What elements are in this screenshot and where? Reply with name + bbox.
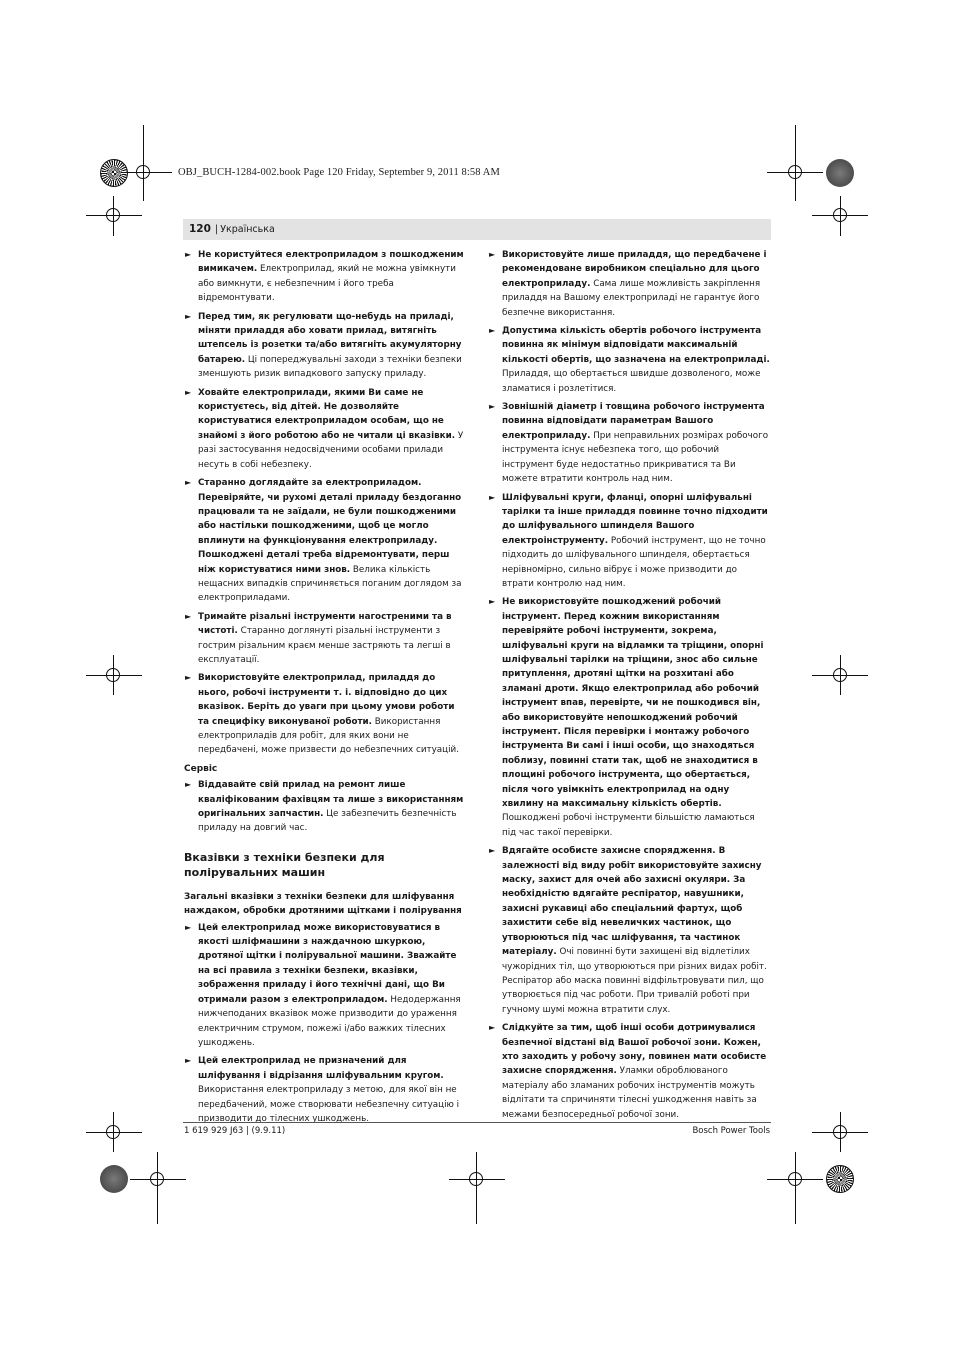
list-item: ► Не використовуйте пошкоджений робочий інструмент. Перед кожним використанням перевіряйте робочі інструменти, зокрема, шліфувальні круги на відламки та тріщини, опорні шліфувальні тарілки на тріщини, знос або сильне притуплення, дротяні щітки на розхитані або зламані дроти. Якщо електроприлад або робочий інструмент впав, перевірте, чи не пошкодився він, або використовуйте непошкоджений робочий інструмент. Після перевірки і монтажу робочого інструмента Ви самі і інші особи, що знаходяться поблизу, повинні стати так, щоб не знаходитися в площині робочого інструмента, що обертається, після чого увімкніть електроприлад на одну хвилину на максимальну кількість обертів. Пошкоджені робочі інструменти більшістю ламаються під час такої перевірки.: [489, 597, 764, 838]
list-item: ► Використовуйте електроприлад, приладдя до нього, робочі інструменти т. і. відповідно до цих вказівок. Беріть до уваги при цьому умови роботи та специфіку виконуваної роботи. Використання електроприладів для робіт, для яких вони не передбачені, може призвести до небезпечних ситуацій.: [185, 673, 460, 756]
list-item: ► Цей електроприлад може використовуватися в якості шліфмашини з наждачною шкуркою, дротяної щітки і полірувальної машини. Зважайте на всі правила з техніки безпеки, вказівки, зображення приладу і його технічні дані, що Ви отримали разом з електроприладом. Недодержання нижчеподаних вказівок може призводити до ураження електричним струмом, пожежі і/або важких тілесних ушкоджень.: [185, 922, 461, 1048]
bullet-arrow-icon: ►: [185, 250, 192, 259]
service-heading: Сервіс: [184, 763, 218, 774]
list-item: ► Перед тим, як регулювати що-небудь на приладі, міняти приладдя або ховати прилад, витягніть штепсель із розетки та/або витягніть акумуляторну батарею. Ці попереджувальні заходи з техніки безпеки зменшують ризик випадкового запуску приладу.: [185, 311, 462, 380]
section-title: Вказівки з техніки безпеки для полірувальних машин: [184, 850, 385, 879]
page-header: [183, 219, 771, 240]
list-item: ► Допустима кількість обертів робочого інструмента повинна як мінімум відповідати максимальній кількості обертів, що зазначена на електроприладі. Приладдя, що обертається швидше дозволеного, може зламатися і розлетітися.: [489, 326, 770, 394]
bullet-arrow-icon: ►: [489, 250, 496, 259]
bullet-arrow-icon: ►: [185, 478, 192, 488]
list-item: ► Цей електроприлад не призначений для шліфування і відрізання шліфувальним кругом. Використання електроприладу з метою, для якої він не передбачений, може створювати небезпечну ситуацію і призводити до тілесних ушкоджень.: [185, 1056, 460, 1124]
bullet-arrow-icon: ►: [185, 1056, 192, 1066]
list-item: ► Використовуйте лише приладдя, що передбачене і рекомендоване виробником спеціально для цього електроприладу. Сама лише можливість закріплення приладдя на Вашому електроприладі не гарантує його безпечне використання.: [489, 250, 767, 318]
color-target-star-top-left: [100, 159, 128, 187]
bullet-arrow-icon: ►: [489, 402, 496, 412]
footer-doc-number: 1 619 929 J63 | (9.9.11): [184, 1126, 286, 1136]
left-column: [184, 248, 466, 1130]
page-number: 120: [189, 223, 211, 235]
list-item: ► Старанно доглядайте за електроприладом. Перевіряйте, чи рухомі деталі приладу бездоганно працювали та не заїдали, не були пошкодженими або настільки пошкодженими, щоб це могло вплинути на функціонування електроприладу. Пошкоджені деталі треба відремонтувати, перш ніж користуватися ними знов. Велика кількість нещасних випадків спричиняється поганим доглядом за електроприладами.: [185, 478, 462, 604]
color-target-dark-bottom-left: [100, 1165, 128, 1193]
page-language: | Українська: [215, 224, 275, 235]
list-item: ► Шліфувальні круги, фланці, опорні шліфувальні тарілки та інше приладдя повинне точно підходити до шліфувального шпинделя Вашого електроінструменту. Робочий інструмент, що не точно підходить до шліфувального шпинделя, обертається нерівномірно, сильно вібрує і може призводити до втрати контролю над ним.: [489, 492, 768, 589]
bullet-arrow-icon: ►: [185, 387, 192, 397]
bullet-arrow-icon: ►: [489, 846, 496, 856]
bullet-arrow-icon: ►: [489, 326, 496, 336]
list-item: ► Не користуйтеся електроприладом з пошкодженим вимикачем. Електроприлад, який не можна увімкнути або вимкнути, є небезпечним і його треба відремонтувати.: [185, 250, 464, 304]
bullet-arrow-icon: ►: [185, 311, 192, 321]
bullet-arrow-icon: ►: [489, 597, 496, 607]
bullet-arrow-icon: ►: [185, 673, 192, 683]
color-target-dark-top-right: [826, 159, 854, 187]
print-header: OBJ_BUCH-1284-002.book Page 120 Friday, September 9, 2011 8:58 AM: [178, 167, 500, 178]
color-target-star-bottom-right: [826, 1165, 854, 1193]
list-item: ► Ховайте електроприлади, якими Ви саме не користуєтесь, від дітей. Не дозволяйте користуватися електроприладом особам, що не знайомі з його роботою або не читали ці вказівки. У разі застосування недосвідченими особами прилади несуть в собі небезпеку.: [185, 387, 464, 470]
right-column: [488, 248, 770, 1126]
bullet-arrow-icon: ►: [185, 611, 192, 621]
bullet-arrow-icon: ►: [489, 1023, 496, 1033]
list-item: ► Тримайте різальні інструменти нагостреними та в чистоті. Старанно доглянуті різальні інструменти з гострим різальним краєм менше застряють та легші в експлуатації.: [185, 611, 452, 665]
footer-divider: [183, 1122, 771, 1123]
footer-brand: Bosch Power Tools: [692, 1126, 770, 1136]
list-item: ► Слідкуйте за тим, щоб інші особи дотримувалися безпечної відстані від Вашої робочої зони. Кожен, хто заходить у робочу зону, повинен мати особисте захисне спорядження. Уламки оброблюваного матеріалу або зламаних робочих інструментів можуть відлітати та спричиняти тілесні ушкодження навіть за межами безпосередньої робочої зони.: [489, 1023, 767, 1120]
list-item: ► Зовнішній діаметр і товщина робочого інструмента повинна відповідати параметрам Вашого електроприладу. При неправильних розмірах робочого інструмента існує небезпека того, що робочий інструмент буде недостатньо прикриватися та Ви можете втратити контроль над ним.: [489, 402, 769, 485]
bullet-arrow-icon: ►: [185, 922, 192, 932]
list-item: ► Вдягайте особисте захисне спорядження. В залежності від виду робіт використовуйте захисну маску, захист для очей або захисні окуляри. За необхідністю вдягайте респіратор, навушники, захисні рукавиці або спеціальний фартух, щоб захистити себе від невеличких частинок, що утворюються під час шліфування, та частинок матеріалу. Очі повинні бути захищені від відлетілих чужорідних тіл, що утворюються при різних видах робіт. Респіратор або маска повинні відфільтровувати пил, що утворюється під час роботи. При тривалій роботі при гучному шумі можна втратити слух.: [489, 846, 767, 1015]
subsection-title: Загальні вказівки з техніки безпеки для шліфування наждаком, обробки дротяними щітками і полірування: [184, 891, 462, 917]
bullet-arrow-icon: ►: [489, 492, 496, 502]
list-item: ► Віддавайте свій прилад на ремонт лише кваліфікованим фахівцям та лише з використанням оригінальних запчастин. Це забезпечить безпечність приладу на довгий час.: [185, 780, 464, 834]
bullet-arrow-icon: ►: [185, 780, 192, 790]
